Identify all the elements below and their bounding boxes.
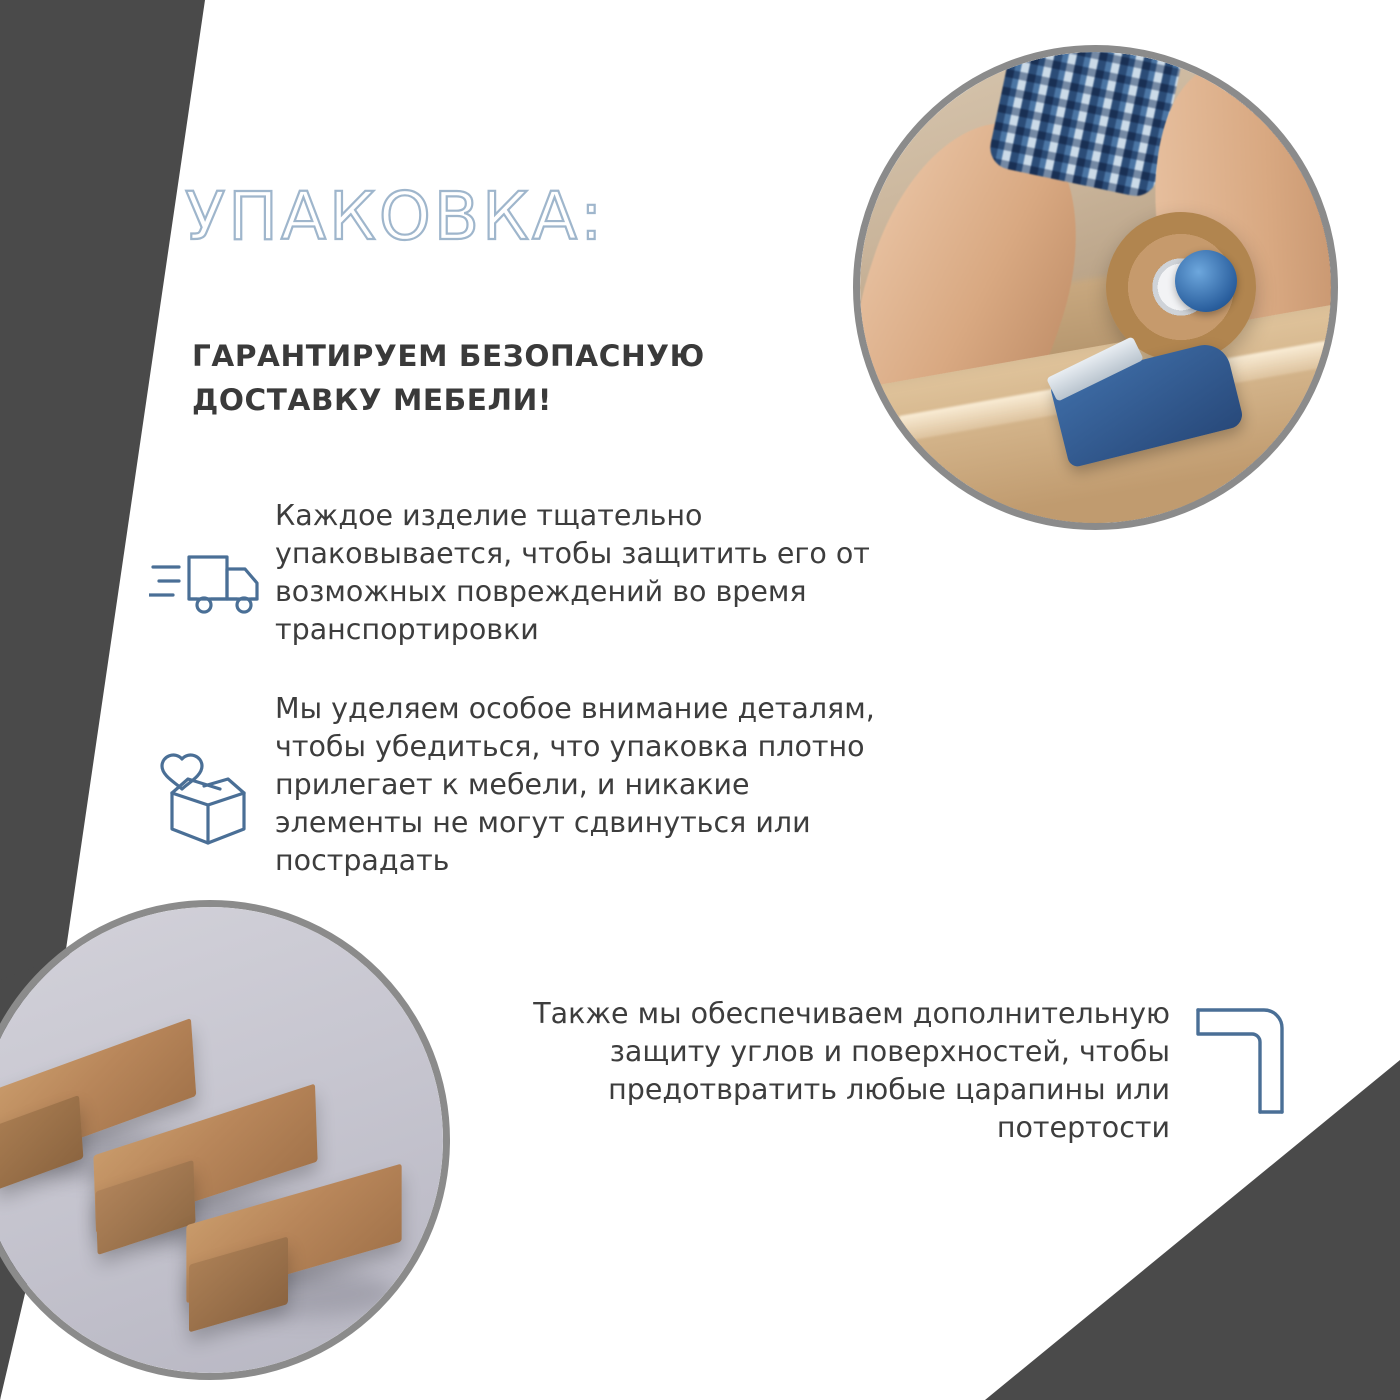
feature-text: Каждое изделие тщательно упаковывается, чтобы защитить его от возможных повреждений во время транспортировки [275, 499, 870, 646]
delivery-truck-icon [140, 497, 275, 625]
feature-item-delivery [140, 497, 880, 649]
open-box-heart-icon [140, 690, 275, 849]
bottom-note-text: Также мы обеспечиваем дополнительную защиту углов и поверхностей, чтобы предотвратить любые царапины или потертости [533, 997, 1170, 1144]
page-subtitle: ГАРАНТИРУЕМ БЕЗОПАСНУЮ ДОСТАВКУ МЕБЕЛИ! [192, 339, 705, 417]
feature-text: Мы уделяем особое внимание деталям, чтобы убедиться, что упаковка плотно прилегает к мебели, и никакие элементы не могут сдвинуться или пострадать [275, 692, 875, 877]
corner-protector-icon [1190, 1000, 1290, 1124]
feature-item-care [140, 690, 900, 879]
photo-taping-box [853, 45, 1338, 530]
photo-corner-protectors [0, 900, 450, 1380]
page-title: УПАКОВКА: [185, 178, 606, 255]
